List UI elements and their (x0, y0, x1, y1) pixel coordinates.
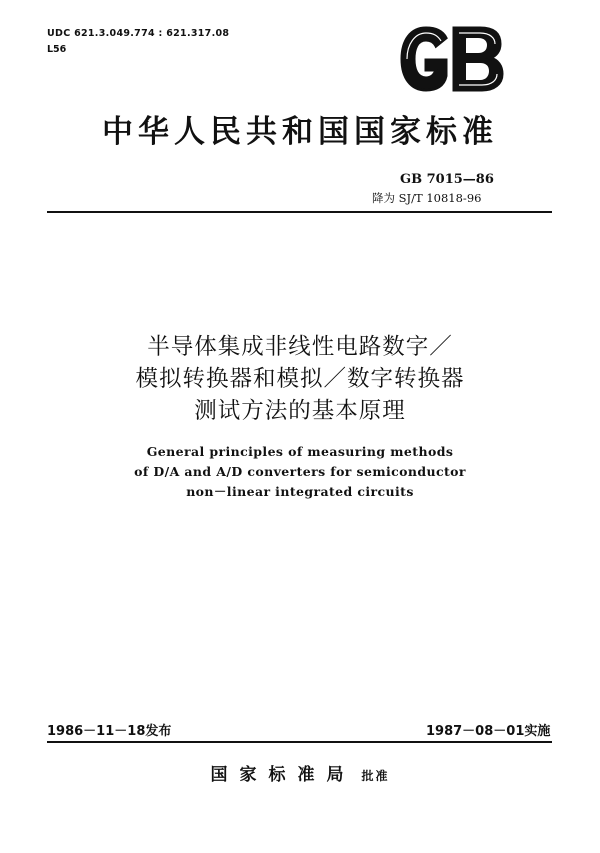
title-en-line-2: of D/A and A/D converters for semiconductor (134, 464, 466, 479)
agency-title: 中华人民共和国国家标准 (102, 114, 498, 150)
issuing-authority (0, 760, 600, 785)
title-zh-line-3: 测试方法的基本原理 (194, 398, 406, 424)
issuer-name: 国家标准局 (210, 765, 356, 785)
title-zh-line-1: 半导体集成非线性电路数字／ (147, 334, 453, 360)
issue-date: 1986－11－18发布 (47, 724, 172, 739)
title-zh-line-2: 模拟转换器和模拟／数字转换器 (135, 366, 465, 392)
effective-date: 1987－08－01实施 (426, 724, 551, 739)
approval-label: 批准 (361, 769, 390, 783)
class-code: L56 (47, 44, 67, 55)
udc-classification: UDC 621.3.049.774 : 621.317.08 (47, 28, 230, 39)
superseded-number: 降为 SJ/T 10818-96 (372, 191, 482, 205)
title-en-line-3: non－linear integrated circuits (186, 484, 414, 499)
title-en-line-1: General principles of measuring methods (146, 444, 454, 459)
gb-logo-text: GB (398, 24, 400, 25)
gb-logo-icon (398, 24, 506, 94)
footer-rule (47, 741, 552, 743)
header-rule (47, 211, 552, 213)
standard-number: GB 7015—86 (400, 172, 494, 187)
